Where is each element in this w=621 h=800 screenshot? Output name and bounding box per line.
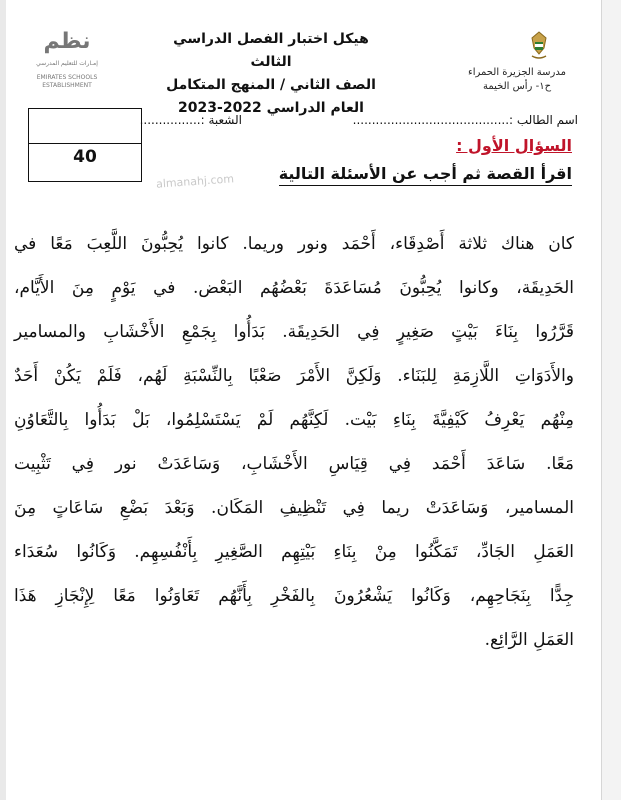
story-line: المسامير، وَسَاعَدَتْ ريما فِي تَنْظِيفِ المَكَان. وَبَعْدَ بَضْعِ سَاعَاتٍ مِنَ — [14, 498, 574, 518]
story-line: والأَدَوَاتِ اللَّازِمَةِ لِلبَنَاء. وَلَكِنَّ الأَمْرَ صَعْبًا بِالنِّسْبَةِ لَهُم، فَلَمْ يَكُنْ أَحَدٌ — [14, 366, 574, 386]
student-name-field[interactable]: اسم الطالب :......................................... — [352, 113, 578, 127]
story-line: العَمَلِ الجَادِّ، تَمَكَّنُوا مِنْ بِنَاءِ بَيْتِهِم الصَّغِيرِ بِأَنْفُسِهِم. وَكَانُوا سُعَدَاء — [14, 542, 574, 562]
title-line-2: الصف الثاني / المنهج المتكامل — [166, 77, 376, 93]
ministry-logo — [22, 30, 112, 90]
exam-page — [6, 0, 602, 800]
question-title: السؤال الأول : — [456, 136, 572, 155]
section-field[interactable]: الشعبة :................ — [139, 113, 242, 127]
emblem-icon — [526, 30, 552, 62]
story-line: كان هناك ثلاثة أَصْدِقَاء، أَحْمَد ونور وريما. كانوا يُحِبُّونَ اللَّعِبَ مَعًا في — [14, 234, 574, 254]
title-line-3: العام الدراسي 2022-2023 — [178, 100, 364, 116]
page-edge — [601, 0, 621, 800]
story-line: قَرَّرُوا بِنَاءَ بَيْتٍ صَغِيرٍ فِي الحَدِيقَة. بَدَأُوا بِجَمْعِ الأَخْشَابِ والمسامير — [14, 322, 574, 342]
school-location: ح١- رأس الخيمة — [482, 81, 552, 92]
school-name — [452, 66, 582, 94]
school-name-text: مدرسة الجزيرة الحمراء — [468, 67, 566, 78]
logo-subtext-ar: إمـارات للتعليم المدرسي — [36, 60, 98, 67]
title-line-1: هيكل اختبار الفصل الدراسي الثالث — [173, 31, 369, 70]
score-total: 40 — [73, 147, 97, 167]
question-instruction: اقرأ القصة ثم أجب عن الأسئلة التالية — [279, 164, 572, 186]
logo-subtext-en: EMIRATES SCHOOLS ESTABLISHMENT — [36, 74, 98, 89]
story-text — [14, 222, 574, 662]
story-line: العَمَلِ الرَّائِع. — [484, 630, 574, 650]
story-line: الحَدِيقَة، وكانوا يُحِبُّونَ مُسَاعَدَةَ بَعْضُهُم البَعْض. في يَوْمٍ مِنَ الأَيَّام، — [14, 278, 574, 298]
score-box — [28, 108, 142, 182]
exam-title — [156, 28, 386, 120]
logo-mark: نظم — [43, 29, 91, 54]
story-line: جِدًّا بِنَجَاحِهِم، وَكَانُوا يَشْعُرُونَ بِالفَخْرِ بِأَنَّهُم تَعَاوَنُوا مَعًا لِإِنْجَازِ هَذَا — [14, 586, 574, 606]
story-line: مَعًا. سَاعَدَ أَحْمَد فِي قِيَاسِ الأَخْشَابِ، وَسَاعَدَتْ نور فِي تَثْبِيت — [14, 454, 574, 474]
story-line: مِنْهُم يَعْرِفُ كَيْفِيَّةَ بِنَاءِ بَيْت. لَكِنَّهُم لَمْ يَسْتَسْلِمُوا، بَلْ بَدَأُوا بِالتَّعَاوُنِ — [14, 410, 574, 430]
score-divider — [29, 143, 141, 144]
watermark: almanahj.com — [155, 172, 235, 191]
